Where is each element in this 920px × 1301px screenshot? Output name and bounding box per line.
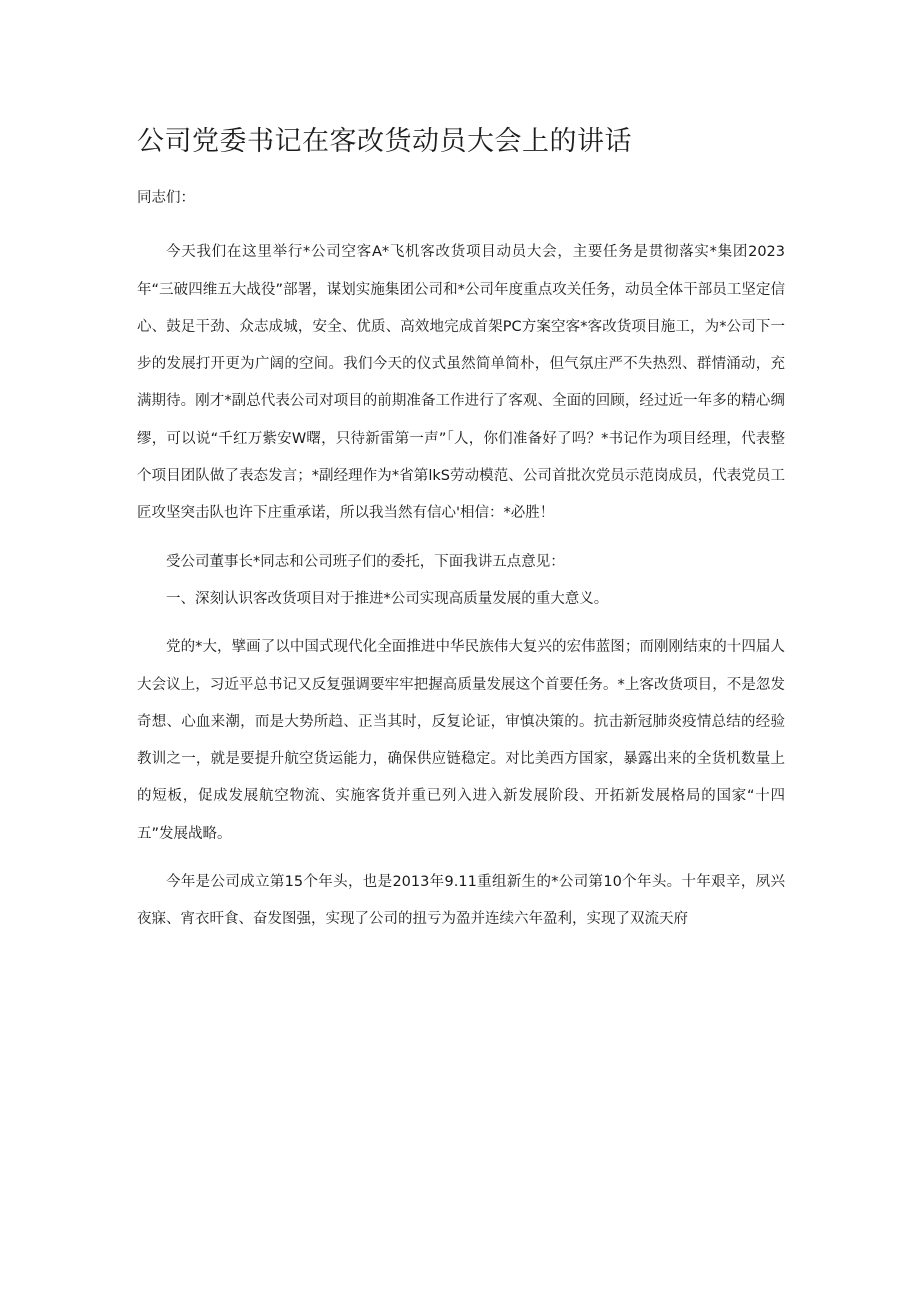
- paragraph-opening: 今天我们在这里举行*公司空客A*飞机客改货项目动员大会，主要任务是贯彻落实*集团2023年“三破四维五大战役”部署，谋划实施集团公司和*公司年度重点攻关任务，动员全体干部员工坚定信心、鼓足干劲、众志成城，安全、优质、高效地完成首架PC方案空客*客改货项目施工，为*公司下一步的发展打开更为广阔的空间。我们今天的仪式虽然简单简朴，但气氛庄严不失热烈、群情涌动，充满期待。刚才*副总代表公司对项目的前期准备工作进行了客观、全面的回顾，经过近一年多的精心绸缪，可以说“千红万紫安W曙，只待新雷第一声”「人，你们准备好了吗？*书记作为项目经理，代表整个项目团队做了表态发言；*副经理作为*省第lkS劳动模范、公司首批次党员示范岗成员，代表党员工匠攻坚突击队也许下庄重承诺，所以我当然有信心'相信：*必胜！: [137, 244, 785, 522]
- document-title: 公司党委书记在客改货动员大会上的讲话: [137, 126, 632, 157]
- paragraph-entrustment: 受公司董事长*同志和公司班子们的委托，下面我讲五点意见：: [166, 553, 565, 570]
- paragraph-significance: 党的*大，擘画了以中国式现代化全面推进中华民族伟大复兴的宏伟蓝图；而刚刚结束的十四届人大会议上，习近平总书记又反复强调要牢牢把握高质量发展这个首要任务。*上客改货项目，不是忽发奇想、心血来潮，而是大势所趋、正当其时，反复论证，审慎决策的。抗击新冠肺炎疫情总结的经验教训之一，就是要提升航空货运能力，确保供应链稳定。对比美西方国家，暴露出来的全货机数量上的短板，促成发展航空物流、实施客货并重已列入进入新发展阶段、开拓新发展格局的国家“十四五”发展战略。: [137, 639, 785, 842]
- greeting: 同志们：: [137, 190, 195, 206]
- document-body: [137, 180, 785, 939]
- section-heading-1: 一、深刻认识客改货项目对于推进*公司实现高质量发展的重大意义。: [166, 590, 609, 607]
- paragraph-anniversary: 今年是公司成立第15个年头，也是2013年9.11重组新生的*公司第10个年头。十年艰辛，夙兴夜寐、宵衣旰食、奋发图强，实现了公司的扭亏为盈并连续六年盈利，实现了双流天府: [137, 874, 785, 928]
